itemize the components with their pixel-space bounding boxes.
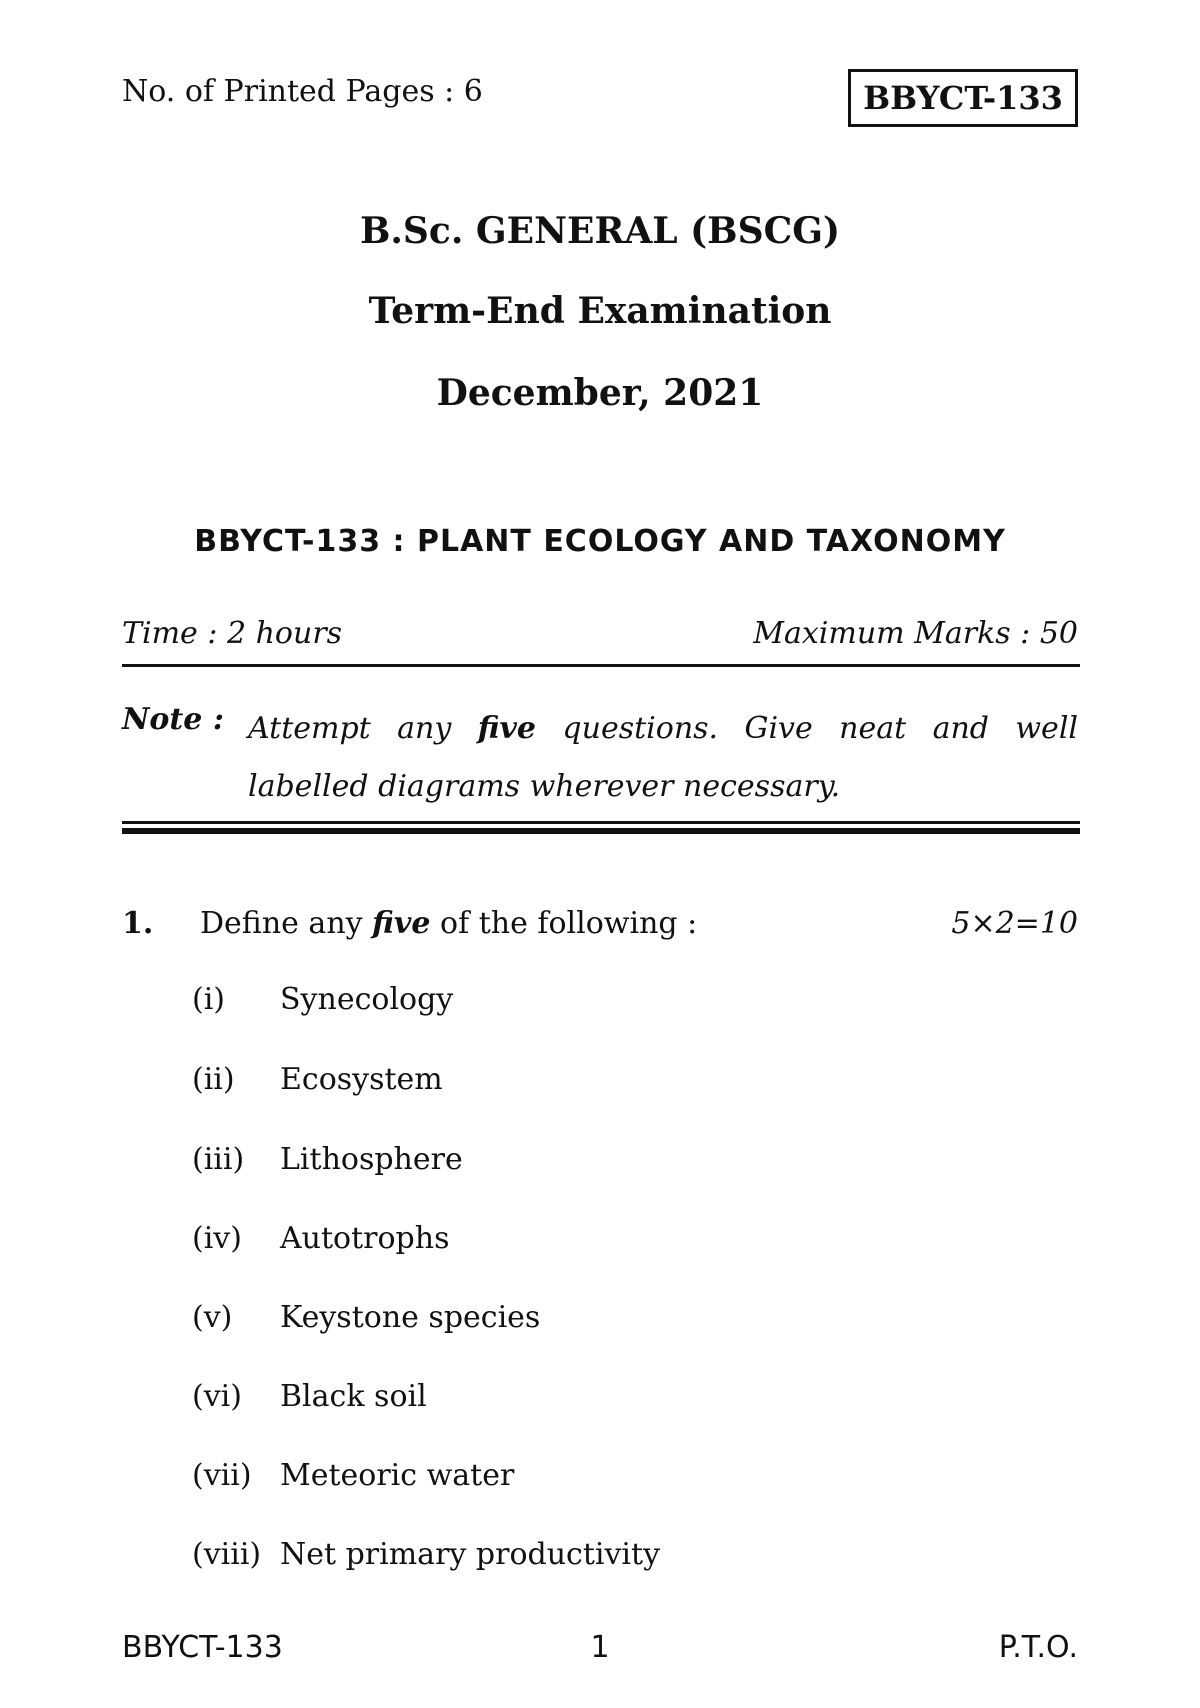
note-emphasis: five (477, 711, 537, 746)
programme-title: B.Sc. GENERAL (BSCG) (359, 210, 841, 252)
list-item (192, 1221, 449, 1256)
list-item (192, 1142, 463, 1177)
item-text: Meteoric water (280, 1458, 515, 1493)
printed-pages-count: No. of Printed Pages : 6 (122, 74, 483, 109)
item-text: Keystone species (280, 1300, 541, 1335)
maximum-marks: Maximum Marks : 50 (753, 616, 1078, 651)
course-title: BBYCT-133 : PLANT ECOLOGY AND TAXONOMY (194, 524, 1006, 559)
item-text: Black soil (280, 1379, 427, 1414)
question-text-end: of the following : (430, 906, 698, 941)
item-number: (vii) (192, 1458, 252, 1493)
question-text-start: Define any (200, 906, 373, 941)
item-number: (iv) (192, 1221, 242, 1256)
time-allowed: Time : 2 hours (122, 616, 343, 651)
item-number: (iii) (192, 1142, 245, 1177)
item-number: (ii) (192, 1062, 235, 1097)
footer-pto: P.T.O. (998, 1630, 1078, 1665)
list-item (192, 982, 453, 1017)
double-divider-top (122, 821, 1080, 824)
session-title: December, 2021 (436, 372, 764, 414)
double-divider-bottom (122, 828, 1080, 834)
item-number: (v) (192, 1300, 233, 1335)
list-item (192, 1458, 514, 1493)
item-text: Ecosystem (280, 1062, 443, 1097)
question-text (200, 906, 697, 941)
list-item (192, 1062, 443, 1097)
item-text: Autotrophs (280, 1221, 450, 1256)
item-number: (vi) (192, 1379, 242, 1414)
question-emphasis: five (372, 906, 431, 941)
note-text-start: Attempt any (248, 711, 478, 746)
paper-code-box: BBYCT-133 (848, 69, 1078, 127)
item-text: Net primary productivity (280, 1537, 661, 1572)
question-marks: 5×2=10 (951, 906, 1078, 941)
footer-paper-code: BBYCT-133 (122, 1630, 283, 1665)
list-item (192, 1537, 660, 1572)
item-number: (viii) (192, 1537, 262, 1572)
question-number: 1. (122, 906, 154, 941)
footer-page-number: 1 (590, 1630, 610, 1665)
note-text (248, 700, 1078, 816)
item-text: Synecology (280, 982, 454, 1017)
note-label: Note : (122, 702, 224, 737)
note-text-end: questions. Give neat and well labelled diagrams wherever necessary. (248, 711, 1079, 804)
exam-title: Term-End Examination (368, 290, 832, 332)
list-item (192, 1300, 540, 1335)
item-number: (i) (192, 982, 226, 1017)
item-text: Lithosphere (280, 1142, 463, 1177)
divider-line (122, 664, 1080, 667)
list-item (192, 1379, 427, 1414)
